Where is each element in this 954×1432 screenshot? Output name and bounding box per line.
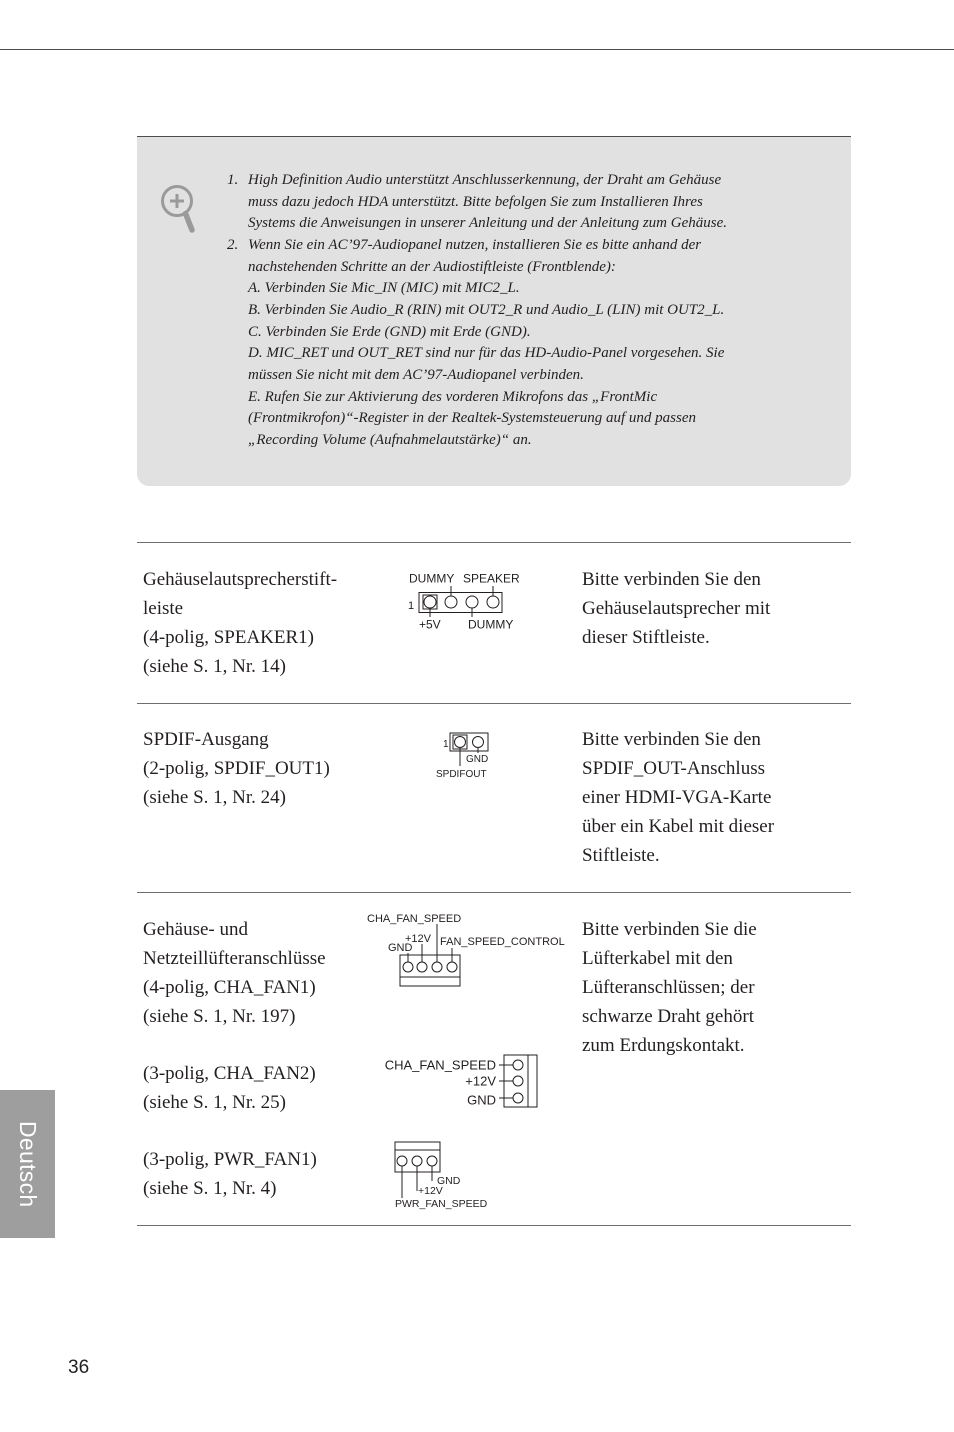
note-line: D. MIC_RET und OUT_RET sind nur für das HD-Audio-Panel vorgesehen. Sie — [248, 345, 725, 362]
pin-label-12v: +12V — [405, 933, 431, 945]
pin-circle — [445, 596, 457, 608]
connector-instruction-line: Bitte verbinden Sie den — [582, 728, 761, 750]
connector-instruction-line: einer HDMI-VGA-Karte — [582, 786, 772, 808]
note-item-1 — [227, 170, 827, 235]
connector-instruction-line: schwarze Draht gehört — [582, 1005, 754, 1027]
connector-description-line: (siehe S. 1, Nr. 197) — [143, 1005, 296, 1027]
note-line: (Frontmikrofon)“-Register in der Realtek-Systemsteuerung auf und passen — [248, 410, 696, 427]
connector-description-line: (siehe S. 1, Nr. 14) — [143, 655, 287, 677]
connector-instruction-line: Bitte verbinden Sie den — [582, 568, 761, 590]
table-rule — [137, 542, 851, 543]
connector-instruction-line: SPDIF_OUT-Anschluss — [582, 757, 765, 779]
note-item-number: 1. — [227, 172, 239, 188]
spdif-description — [143, 725, 330, 812]
pin-circle — [417, 962, 427, 972]
magnifier-plus-icon — [156, 182, 200, 236]
speaker-header-diagram — [408, 572, 520, 632]
cha-fan2-header-diagram — [385, 1055, 537, 1108]
pin-label-gnd: GND — [466, 754, 489, 765]
connector-instruction-line: zum Erdungskontakt. — [582, 1034, 745, 1056]
note-list — [227, 170, 827, 452]
pin-label-gnd: GND — [437, 1175, 461, 1187]
pin-label-gnd: GND — [388, 942, 413, 954]
connector-instruction-line: Lüfteranschlüssen; der — [582, 976, 755, 998]
connector-description-line: (3-polig, PWR_FAN1) — [143, 1148, 317, 1170]
spdif-instructions — [582, 725, 774, 870]
pin-header-diagrams — [360, 560, 575, 1215]
connector-description-line: (siehe S. 1, Nr. 4) — [143, 1177, 277, 1199]
pin-label-signal: SPDIFOUT — [436, 769, 487, 780]
pin-circle — [424, 596, 436, 608]
pin-circle — [447, 962, 457, 972]
top-rule — [0, 49, 954, 50]
connector-description-line: Gehäuse- und — [143, 918, 248, 940]
pin-label-12v: +12V — [418, 1185, 443, 1197]
pin-label-bottom-left: +5V — [419, 617, 441, 632]
pin-circle — [513, 1060, 523, 1070]
pin-label-top-right: SPEAKER — [463, 571, 520, 586]
pin-circle — [455, 737, 466, 748]
language-side-tab — [0, 1090, 55, 1238]
pin-label-speed: CHA_FAN_SPEED — [384, 1057, 496, 1073]
page-number: 36 — [68, 1357, 90, 1378]
connector-instruction-line: Lüfterkabel mit den — [582, 947, 733, 969]
pwr-fan1-description — [143, 1145, 317, 1203]
pin-circle — [466, 596, 478, 608]
connector-description-line: (4-polig, CHA_FAN1) — [143, 976, 316, 998]
connector-description-line: Gehäuselautsprecherstift- — [143, 568, 338, 590]
pin-circle — [403, 962, 413, 972]
pin-label-12v: +12V — [465, 1073, 496, 1089]
pin-circle — [487, 596, 499, 608]
connector-description-line: (4-polig, SPEAKER1) — [143, 626, 314, 648]
header-outline — [450, 733, 488, 751]
connector-instruction-line: Gehäuselautsprecher mit — [582, 597, 771, 619]
pin-one-square — [453, 735, 467, 749]
pin-label-gnd: GND — [467, 1092, 496, 1108]
connector-description-line: Netzteillüfteranschlüsse — [143, 947, 326, 969]
pwr-fan1-header-diagram — [395, 1142, 488, 1210]
pin-circle — [432, 962, 442, 972]
spdif-header-diagram — [436, 733, 488, 780]
pin-one-square — [423, 595, 437, 609]
connector-description-line: (siehe S. 1, Nr. 25) — [143, 1091, 287, 1113]
connector-instruction-line: Stiftleiste. — [582, 844, 660, 866]
pin-label-speed: CHA_FAN_SPEED — [367, 913, 462, 925]
note-line: muss dazu jedoch HDA unterstützt. Bitte befolgen Sie zum Installieren Ihres — [248, 193, 703, 210]
pin-circle — [513, 1076, 523, 1086]
note-line: B. Verbinden Sie Audio_R (RIN) mit OUT2_R und Audio_L (LIN) mit OUT2_L. — [248, 302, 725, 319]
cha-fan2-description — [143, 1059, 316, 1117]
connector-instruction-line: dieser Stiftleiste. — [582, 626, 710, 648]
note-item-2 — [227, 235, 827, 452]
note-item-number: 2. — [227, 237, 239, 254]
connector-instruction-line: über ein Kabel mit dieser — [582, 815, 775, 837]
connector-description-line: SPDIF-Ausgang — [143, 728, 269, 750]
cha-fan1-description — [143, 915, 326, 1031]
pin-label-top-left: DUMMY — [409, 571, 455, 586]
note-line: High Definition Audio unterstützt Anschlusserkennung, der Draht am Gehäuse — [248, 172, 722, 188]
connector-instruction-line: Bitte verbinden Sie die — [582, 918, 757, 940]
magnifier-handle — [186, 214, 193, 231]
pin-label-speed: PWR_FAN_SPEED — [395, 1198, 488, 1210]
note-line: C. Verbinden Sie Erde (GND) mit Erde (GND). — [248, 323, 531, 340]
pin-label-bottom-right: DUMMY — [468, 617, 514, 632]
speaker-description — [143, 565, 337, 681]
pin-circle — [427, 1156, 437, 1166]
connector-description-line: (siehe S. 1, Nr. 24) — [143, 786, 287, 808]
pin-circle — [397, 1156, 407, 1166]
note-line: A. Verbinden Sie Mic_IN (MIC) mit MIC2_L. — [248, 280, 520, 297]
note-line: müssen Sie nicht mit dem AC’97-Audiopanel verbinden. — [248, 367, 584, 384]
connector-description-line: (2-polig, SPDIF_OUT1) — [143, 757, 330, 779]
note-line: E. Rufen Sie zur Aktivierung des vorderen Mikrofons das „FrontMic — [248, 388, 658, 405]
fan-instructions — [582, 915, 757, 1060]
speaker-instructions — [582, 565, 770, 652]
header-outline — [400, 955, 460, 986]
pin-label-control: FAN_SPEED_CONTROL — [440, 936, 565, 948]
pin-circle — [513, 1093, 523, 1103]
connector-description-line: (3-polig, CHA_FAN2) — [143, 1062, 316, 1084]
table-rule — [137, 1225, 851, 1226]
note-line: „Recording Volume (Aufnahmelautstärke)“ an. — [248, 432, 532, 449]
pin-one-label: 1 — [408, 600, 415, 612]
pin-one-label: 1 — [443, 739, 449, 750]
note-line: nachstehenden Schritte an der Audiostiftleiste (Frontblende): — [248, 258, 616, 275]
pin-circle — [412, 1156, 422, 1166]
note-line: Wenn Sie ein AC’97-Audiopanel nutzen, installieren Sie es bitte anhand der — [248, 237, 702, 254]
cha-fan1-header-diagram — [367, 913, 565, 986]
note-line: Systems die Anweisungen in unserer Anleitung und der Anleitung zum Gehäuse. — [248, 215, 727, 232]
connector-description-line: leiste — [143, 597, 184, 619]
pin-circle — [473, 737, 484, 748]
language-side-tab-label: Deutsch — [15, 1120, 41, 1208]
